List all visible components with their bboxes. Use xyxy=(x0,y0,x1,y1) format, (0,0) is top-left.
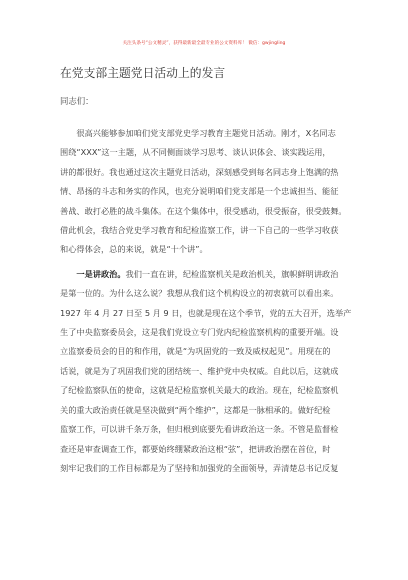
paragraph-politics xyxy=(60,265,360,478)
text-line: 很高兴能够参加咱们党支部党史学习教育主题党日活动。刚才，X名同志 xyxy=(60,128,336,138)
text-line: 借此机会，我结合党史学习教育和纪检监察工作，讲一下自己的一些学习收获 xyxy=(60,225,339,236)
text-line: 了纪检监察队伍的使命，这就是纪检监察机关最大的政治。现在，纪检监察机 xyxy=(60,385,339,396)
text-line: 围绕“XXX”这一主题，从不同侧面谈学习思考、谈认识体会、谈实践运用， xyxy=(60,147,331,158)
section-lead: 一是讲政治。 xyxy=(60,268,126,279)
text-line: 话说，就是为了巩固我们党的团结统一、维护党中央权威。自此以后，这就成 xyxy=(60,365,339,376)
text-line: 立监察委员会的目的和作用，就是“为巩固党的一致及威权起见”。用现在的 xyxy=(60,346,331,357)
salutation: 同志们： xyxy=(60,96,94,106)
text-line: 和心得体会，总的来说，就是“十个讲”。 xyxy=(60,244,208,255)
text-line: 关的重大政治责任就是坚决做到“两个维护”，这都是一脉相承的。做好纪检 xyxy=(60,404,331,415)
text-segment: 我们一直在讲，纪检监察机关是政治机关，旗帜鲜明讲政治 xyxy=(125,268,339,279)
document-body xyxy=(60,124,360,483)
text-line: 是第一位的。为什么这么说？我想从我们这个机构设立的初衷就可以看出来。 xyxy=(60,288,339,299)
text-line: 查还是审查调查工作，都要始终绷紧政治这根“弦”，把讲政治摆在首位，时 xyxy=(60,443,331,454)
text-line: 监察工作，可以讲千条万条，但归根到底要先看讲政治这一条。不管是监督检 xyxy=(60,424,339,435)
text-line: 刻牢记我们的工作目标都是为了坚持和加强党的全面领导，弄清楚总书记反复 xyxy=(60,462,339,473)
text-line xyxy=(60,265,360,284)
paragraph-intro xyxy=(60,124,360,260)
text-line: 善战、敢打必胜的战斗集体。在这个集体中，很受感动，很受振奋，很受鼓舞。 xyxy=(60,205,347,216)
text-line: 1927 年 4 月 27 日至 5 月 9 日，也就是现在这个季节，党的五大召开，选举产 xyxy=(60,307,352,318)
promo-banner: 关注头条号“公文精灵”，获得最新最全最专业的公文资料库！ 微信：gwjingling xyxy=(122,41,286,46)
document-title: 在党支部主题党日活动上的发言 xyxy=(60,66,226,80)
text-line: 讲的都很好。我也通过这次主题党日活动，深刻感受到每名同志身上饱满的热 xyxy=(60,166,339,177)
text-line: 情、昂扬的斗志和务实的作风，也充分说明咱们党支部是一个忠诚担当、能征 xyxy=(60,186,339,197)
text-line: 生了中央监察委员会，这是我们党设立专门党内纪检监察机构的重要开端。设 xyxy=(60,327,339,338)
